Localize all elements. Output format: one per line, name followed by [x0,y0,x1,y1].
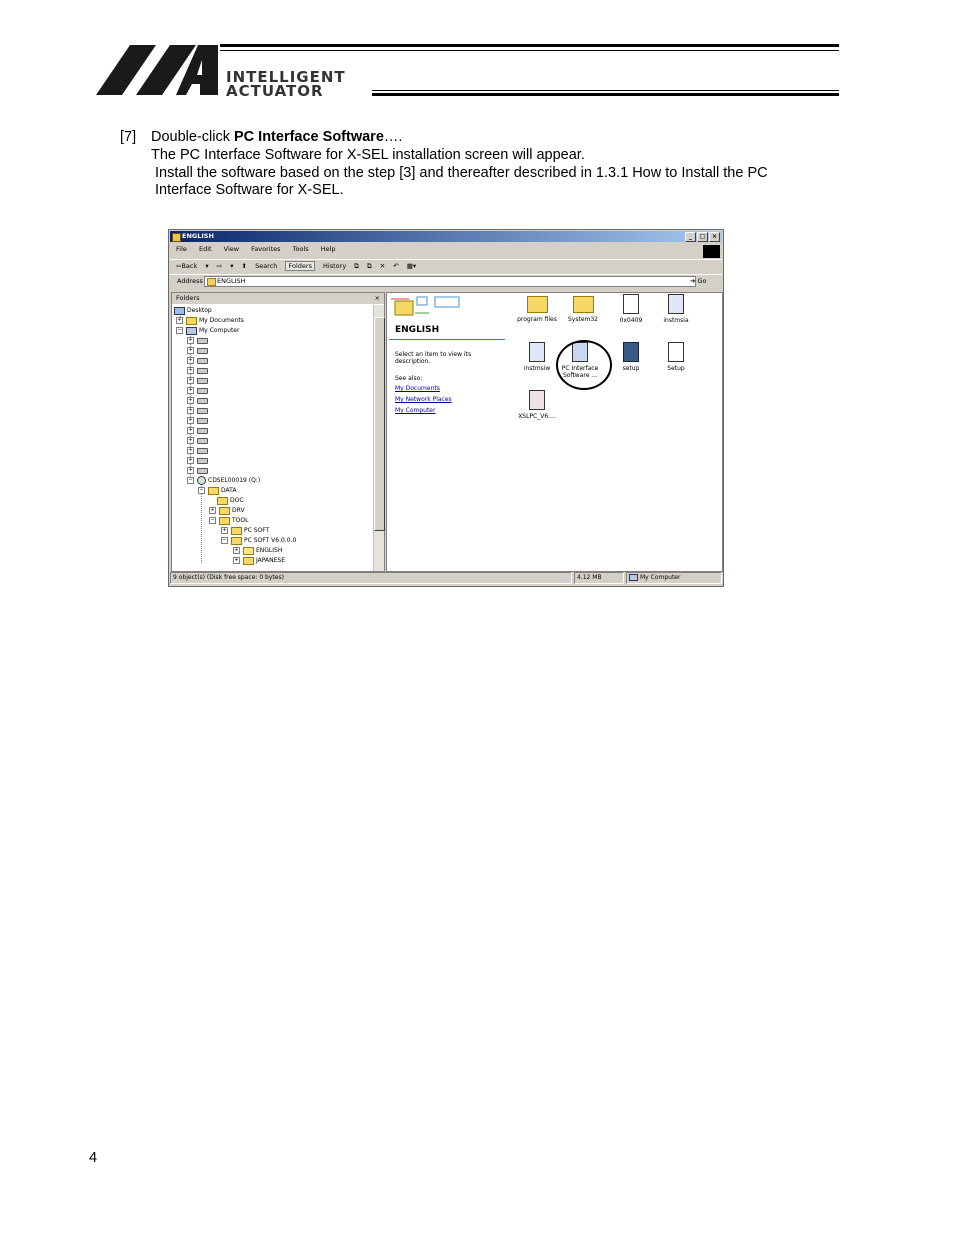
status-bar [170,572,722,584]
step-suffix: …. [383,129,403,145]
folder-icon [527,296,548,313]
folder-icon [186,317,197,325]
computer-icon [186,327,197,335]
folder-icon [243,557,254,565]
ia-logo-icon [96,44,220,96]
expand-icon[interactable]: + [234,547,239,553]
tree-item-data[interactable] [198,486,236,495]
status-objects: 9 object(s) (Disk free space: 0 bytes) [170,572,572,584]
tree-item-pc-soft[interactable] [221,526,269,535]
menu-view[interactable]: View [223,245,240,253]
expand-icon[interactable]: + [188,437,193,443]
expand-icon[interactable]: + [188,377,193,383]
document-icon [623,294,639,314]
drive-icon [197,358,208,364]
link-my-computer[interactable]: My Computer [395,407,436,414]
tree-label: DOC [230,497,244,504]
windows-logo-icon [703,245,720,258]
tree-item-drive[interactable] [187,436,208,445]
folder-icon [219,507,230,515]
minimize-button[interactable]: _ [685,232,696,242]
tree-item-drive[interactable] [187,386,208,395]
tree-label: ENGLISH [256,547,283,554]
menu-bar [170,244,722,255]
drive-icon [197,408,208,414]
step-prefix: Double-click [151,129,234,145]
address-value: ENGLISH [217,277,246,285]
settings-file-icon [668,342,684,362]
open-folder-icon [243,547,254,555]
folders-button[interactable]: Folders [285,261,314,271]
tree-item-drive[interactable] [187,466,208,475]
status-location-label: My Computer [640,574,681,581]
scroll-thumb[interactable] [374,317,385,531]
step-line-3: Install the software based on the step [3] and thereafter described in 1.3.1 How to Install the PC [155,165,768,181]
menu-help[interactable]: Help [320,245,336,253]
drive-icon [197,448,208,454]
collapse-icon[interactable]: − [222,537,227,543]
folder-icon [231,527,242,535]
menu-file[interactable]: File [176,245,187,253]
drive-icon [197,468,208,474]
highlight-circle [556,340,612,390]
web-view-banner-icon [389,295,463,325]
cd-drive-icon [197,476,206,485]
tree-item-drive[interactable] [187,416,208,425]
menu-favorites[interactable]: Favorites [251,245,281,253]
collapse-icon[interactable]: − [177,327,182,333]
address-bar [170,274,722,288]
tree-item-drive[interactable] [187,356,208,365]
expand-icon[interactable]: + [188,427,193,433]
back-dropdown-button[interactable]: ▾ [205,262,209,270]
tree-label: My Documents [199,317,244,324]
logo-text-line1: INTELLIGENT [226,68,346,86]
drive-icon [197,418,208,424]
step-line-2: The PC Interface Software for X-SEL installation screen will appear. [151,147,585,163]
drive-icon [197,458,208,464]
folder-icon [172,233,181,242]
menu-tools[interactable]: Tools [292,245,309,253]
tree-label: DRV [232,507,245,514]
close-pane-icon[interactable]: × [374,294,380,302]
file-item[interactable] [648,294,704,324]
drive-icon [197,378,208,384]
tree-label: PC SOFT [244,527,270,534]
collapse-icon[interactable]: − [188,477,193,483]
file-label: instmsia [663,317,689,324]
folders-pane [171,292,385,572]
file-label: Setup [667,365,685,372]
status-location [626,572,722,584]
forward-dropdown-button[interactable]: ▾ [230,262,234,270]
address-label: Address [177,277,203,285]
expand-icon[interactable]: + [177,317,182,323]
copy-to-button[interactable]: ⧉ [366,262,372,270]
status-size: 4.12 MB [574,572,624,584]
step-instruction [151,129,402,147]
step-number: [7] [120,129,137,145]
undo-button[interactable]: ↶ [393,262,399,270]
tree-item-cd-drive[interactable] [187,476,260,485]
go-label: Go [697,277,707,285]
expand-icon[interactable]: + [188,337,193,343]
forward-button[interactable]: ⇨ [216,262,223,270]
tree-item-my-computer[interactable] [176,326,239,335]
tree-item-drive[interactable] [187,346,208,355]
setup-app-icon [623,342,639,362]
views-button[interactable]: ▦▾ [406,262,417,270]
tree-label: JAPANESE [256,557,285,564]
page-number: 4 [89,1150,98,1166]
tree-item-drive[interactable] [187,366,208,375]
expand-icon[interactable]: + [222,527,227,533]
history-button[interactable]: History [323,262,347,270]
tree-item-drive[interactable] [187,406,208,415]
folder-icon [219,517,230,525]
menu-edit[interactable]: Edit [198,245,212,253]
installer-icon [529,342,545,362]
search-button[interactable]: Search [255,262,278,270]
installer-icon [668,294,684,314]
step-bold-target: PC Interface Software [234,129,384,145]
drive-icon [197,338,208,344]
file-label: 0x0409 [619,317,643,324]
see-also-label: See also: [395,375,423,382]
go-button[interactable]: ➔ Go [690,277,707,285]
expand-icon[interactable]: + [188,457,193,463]
expand-icon[interactable]: + [188,397,193,403]
explorer-window [168,229,724,587]
file-label: XSLPC_V6.... [518,413,556,420]
content-pane [386,292,723,572]
folder-icon [207,278,216,286]
tree-item-drive[interactable] [187,396,208,405]
tree-label: TOOL [232,517,249,524]
tree-label: Desktop [187,307,212,314]
tree-item-drive[interactable] [187,426,208,435]
expand-icon[interactable]: + [210,507,215,513]
expand-icon[interactable]: + [188,367,193,373]
tree-item-my-documents[interactable] [176,316,244,325]
link-my-network-places[interactable]: My Network Places [395,396,452,403]
header-rule-top-thin [220,50,839,51]
hint-line-2: description. [395,358,431,365]
expand-icon[interactable]: + [234,557,239,563]
expand-icon[interactable]: + [188,387,193,393]
folders-pane-header [172,293,384,304]
drive-icon [197,348,208,354]
folders-header-label: Folders [176,294,200,302]
expand-icon[interactable]: + [188,407,193,413]
expand-icon[interactable]: + [188,347,193,353]
maximize-button[interactable]: □ [697,232,708,242]
tree-item-japanese[interactable] [233,556,285,565]
collapse-icon[interactable]: − [199,487,204,493]
package-icon [529,390,545,410]
tree-item-drive[interactable] [187,336,208,345]
folder-icon [573,296,594,313]
tree-label: DATA [221,487,237,494]
heading-underline [389,339,505,340]
folder-heading: ENGLISH [395,325,440,335]
tree-item-english[interactable] [233,546,282,555]
expand-icon[interactable]: + [188,467,193,473]
expand-icon[interactable]: + [188,357,193,363]
header-rule-bottom-thin [372,90,839,91]
tree-label: PC SOFT V6.0.0.0 [244,537,297,544]
tree-item-pc-soft-v6[interactable] [221,536,296,545]
drive-icon [197,388,208,394]
tree-item-drive[interactable] [187,456,208,465]
drive-icon [197,398,208,404]
logo-text-line2: ACTUATOR [226,82,324,100]
tree-item-desktop[interactable] [174,306,212,315]
collapse-icon[interactable]: − [210,517,215,523]
toolbar [170,259,722,273]
window-title: ENGLISH [182,232,214,240]
address-input[interactable] [204,276,696,287]
folder-icon [217,497,228,505]
header-rule-bottom [372,93,839,96]
file-label: program files [517,316,557,323]
tree-item-tool[interactable] [209,516,248,525]
step-line-4: Interface Software for X-SEL. [155,182,344,198]
tree-label: My Computer [199,327,240,334]
back-button[interactable]: ⇦Back [176,262,198,270]
file-label: instmsiw [523,365,551,372]
expand-icon[interactable]: + [188,447,193,453]
computer-icon [629,574,638,581]
file-label: System32 [567,316,598,323]
file-item[interactable] [648,342,704,372]
hint-line-1: Select an item to view its [395,351,472,358]
drive-icon [197,368,208,374]
drive-icon [197,438,208,444]
tree-item-drv[interactable] [209,506,245,515]
up-button[interactable]: ⬆ [241,262,247,270]
move-to-button[interactable]: ⧉ [354,262,359,270]
tree-item-drive[interactable] [187,446,208,455]
expand-icon[interactable]: + [188,417,193,423]
tree-item-doc[interactable] [217,496,244,505]
desktop-icon [174,307,185,315]
tree-label: CDSEL00019 (Q:) [208,477,261,484]
header-rule-top [220,44,839,47]
folder-icon [231,537,242,545]
folder-icon [208,487,219,495]
delete-button[interactable]: ✕ [379,262,386,270]
title-bar [170,231,722,242]
link-my-documents[interactable]: My Documents [395,385,440,392]
tree-scrollbar[interactable] [373,305,384,571]
file-label: PC Interface Software ... [561,365,599,379]
tree-item-drive[interactable] [187,376,208,385]
file-item[interactable] [509,390,565,420]
file-label: setup [622,365,640,372]
drive-icon [197,428,208,434]
close-button[interactable]: × [709,232,720,242]
